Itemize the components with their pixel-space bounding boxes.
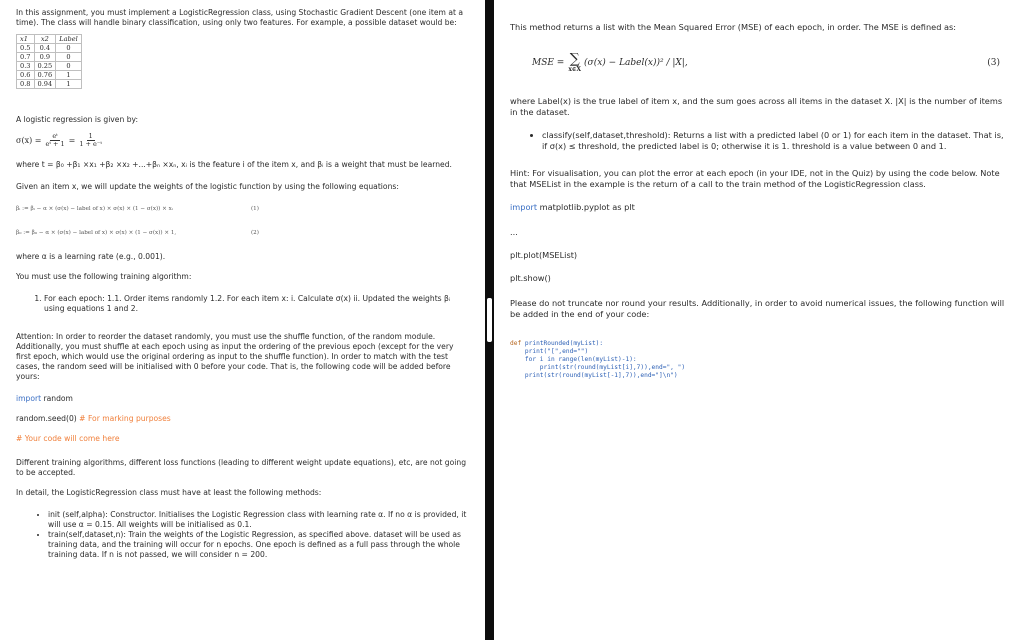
- where-label-paragraph: where Label(x) is the true label of item x, and the sum goes across all items in the dataset X. |X| is the number of items in the dataset.: [510, 96, 1003, 117]
- code-keyword: import: [16, 394, 42, 403]
- right-column: [494, 0, 1024, 640]
- logistic-intro: A logistic regression is given by:: [16, 115, 139, 124]
- code-comment-line: # Your code will come here: [16, 434, 120, 443]
- mse-body: (σ(x) − Label(x))² / |X|,: [584, 58, 688, 68]
- code-comment: # For marking purposes: [79, 414, 171, 423]
- given-paragraph: Given an item x, we will update the weights of the logistic function by using the following equations:: [16, 182, 399, 191]
- code-text: random: [41, 394, 73, 403]
- left-column: [0, 0, 485, 640]
- fraction-numerator: eᵗ: [52, 132, 58, 140]
- fraction-denominator: 1 + e⁻ᵗ: [79, 140, 102, 148]
- table-cell: 0.94: [34, 80, 56, 89]
- fraction-denominator: eᵗ + 1: [45, 140, 65, 148]
- divider-grip-handle[interactable]: [487, 298, 492, 342]
- code-text: random.seed(0): [16, 414, 80, 423]
- table-row: [17, 53, 82, 62]
- show-call-line: plt.show(): [510, 273, 551, 283]
- equation-1-number: (1): [251, 206, 259, 212]
- table-cell: 0.5: [17, 44, 35, 53]
- print-rounded-code-block: [510, 332, 1006, 380]
- sigmoid-equation: [16, 133, 467, 148]
- code-keyword: import: [510, 202, 538, 212]
- training-algorithm-list: [16, 294, 467, 314]
- sum-subscript: x∈X: [568, 66, 582, 73]
- please-paragraph: Please do not truncate nor round your results. Additionally, in order to avoid numerical issues, the following function will be added in the end of your code:: [510, 298, 1005, 319]
- table-cell: 1: [56, 71, 82, 80]
- pane-divider[interactable]: [485, 0, 494, 640]
- plot-import-line: [510, 202, 1006, 213]
- code-import-line: [16, 394, 467, 404]
- table-row: [17, 44, 82, 53]
- equation-2-number: (2): [251, 230, 259, 236]
- code-line: print(str(round(myList[i],7)),end=", "): [510, 364, 686, 371]
- code-keyword: def: [510, 340, 525, 347]
- table-cell: 0.4: [34, 44, 56, 53]
- equation-2: [16, 228, 467, 238]
- table-header: x2: [34, 35, 56, 44]
- code-seed-line: [16, 414, 467, 424]
- table-cell: 0.25: [34, 62, 56, 71]
- code-ellipsis: ...: [510, 227, 518, 237]
- fraction-numerator: 1: [88, 132, 93, 140]
- example-dataset-table: [16, 34, 82, 89]
- table-cell: 0.6: [17, 71, 35, 80]
- table-cell: 0.8: [17, 80, 35, 89]
- where-alpha-paragraph: where α is a learning rate (e.g., 0.001).: [16, 252, 166, 261]
- table-cell: 1: [56, 80, 82, 89]
- method-item: • init (self,alpha): Constructor. Initialises the Logistic Regression class with learning rate α. If no α is provided, it will use α = 0.15. All weights will be initialised as 0.1.: [48, 510, 467, 530]
- methods-list: [16, 510, 467, 560]
- table-header: x1: [17, 35, 35, 44]
- returns-paragraph: This method returns a list with the Mean Squared Error (MSE) of each epoch, in order. The MSE is defined as:: [510, 22, 957, 32]
- table-row: [17, 62, 82, 71]
- table-row: [17, 80, 82, 89]
- table-cell: 0: [56, 62, 82, 71]
- classify-method-item: • classify(self,dataset,threshold): Returns a list with a predicted label (0 or 1) for each item in the dataset. That is, if σ(x) ≤ threshold, the predicted label is 0; otherwise it is 1. threshold is a value between 0 and 1.: [542, 130, 1006, 152]
- sigmoid-lhs: σ(x) =: [16, 135, 42, 145]
- table-row: [17, 71, 82, 80]
- sigmoid-fraction-1: [45, 133, 64, 148]
- code-text: matplotlib.pyplot as plt: [537, 202, 635, 212]
- equals-sign: =: [68, 135, 76, 145]
- hint-paragraph: Hint: For visualisation, you can plot the error at each epoch (in your IDE, not in the Quiz) by using the code below. Note that MSEList in the example is the return of a call to the train method of the LogisticRegression class.: [510, 168, 1000, 189]
- mse-equation-number: (3): [987, 58, 1000, 68]
- different-paragraph: Different training algorithms, different loss functions (leading to different weight update equations), etc, are not going to be accepted.: [16, 458, 467, 477]
- sum-sign: ∑: [569, 51, 580, 67]
- mse-equation: [510, 53, 1006, 74]
- table-cell: 0.9: [34, 53, 56, 62]
- code-line: for i in range(len(myList)-1):: [510, 356, 637, 363]
- method-item: • train(self,dataset,n): Train the weights of the Logistic Regression, as specified above. dataset will be used as training data, and the training will occur for n epochs. One epoch is defined as a full pass through the whole training data. If n is not passed, we will consider n = 200.: [48, 530, 467, 560]
- algorithm-step: 1. For each epoch: 1.1. Order items randomly 1.2. For each item x: i. Calculate σ(x) ii. Updated the weights βᵢ using equations 1 and 2.: [44, 294, 467, 314]
- table-cell: 0.3: [17, 62, 35, 71]
- mse-lhs: MSE =: [532, 58, 565, 68]
- in-detail-paragraph: In detail, the LogisticRegression class must have at least the following methods:: [16, 488, 322, 497]
- attention-paragraph: Attention: In order to reorder the dataset randomly, you must use the shuffle function, of the random module. Additionally, you must shuffle at each epoch using as input the ordering of the previous epoch (except for the very first epoch, which would use the original ordering as input to the shuffle function). In order to match with the test cases, the random seed will be initialised with 0 before your code. That is, the following code will be added before yours:: [16, 332, 454, 381]
- table-cell: 0: [56, 53, 82, 62]
- sum-symbol: [568, 53, 581, 74]
- where-t-paragraph: where t = β₀ +β₁ ×x₁ +β₂ ×x₂ +...+βₙ ×xₙ, xᵢ is the feature i of the item x, and βᵢ is a weight that must be learned.: [16, 160, 452, 169]
- intro-paragraph: In this assignment, you must implement a LogisticRegression class, using Stochastic Gradient Descent (one item at a time). The class will handle binary classification, using only two features. For example, a possible dataset would be:: [16, 8, 464, 27]
- code-line: print(str(round(myList[-1],7)),end="]\n"): [510, 372, 678, 379]
- equation-1-body: βᵢ := βᵢ − α × (σ(x) − label of x) × σ(x) × (1 − σ(x)) × xᵢ: [16, 206, 173, 212]
- plot-call-line: plt.plot(MSEList): [510, 250, 578, 260]
- table-cell: 0.76: [34, 71, 56, 80]
- code-line: [510, 340, 1006, 348]
- code-text: printRounded(myList):: [524, 340, 604, 347]
- table-cell: 0.7: [17, 53, 35, 62]
- equation-2-body: β₀ := β₀ − α × (σ(x) − label of x) × σ(x) × (1 − σ(x)) × 1,: [16, 230, 177, 236]
- classify-list: [510, 130, 1006, 152]
- table-header: Label: [56, 35, 82, 44]
- code-line: print("[",end=""): [510, 348, 589, 355]
- table-cell: 0: [56, 44, 82, 53]
- equation-1: [16, 204, 467, 214]
- must-use-paragraph: You must use the following training algorithm:: [16, 272, 192, 281]
- table-header-row: [17, 35, 82, 44]
- sigmoid-fraction-2: [79, 133, 102, 148]
